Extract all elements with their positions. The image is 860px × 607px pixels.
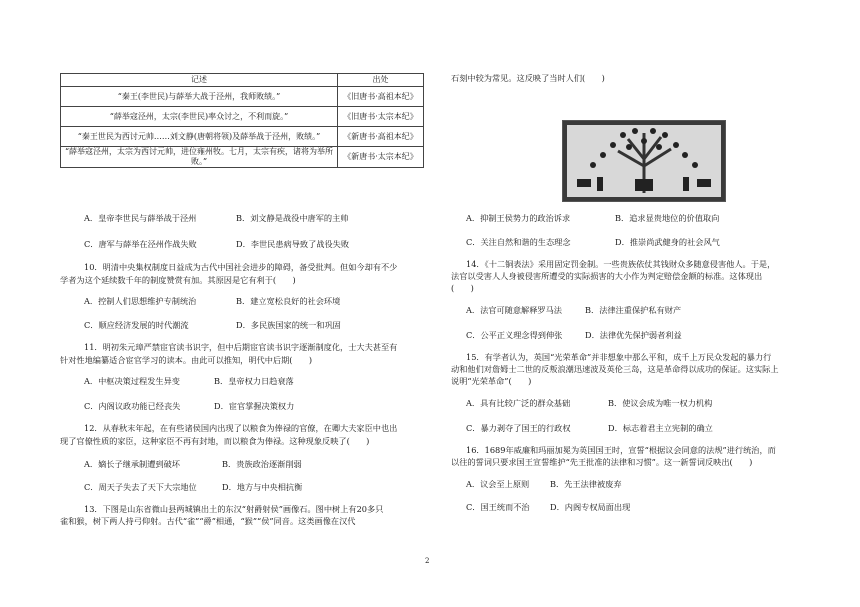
q16-stem-2: 以往的誓词只要求国王宣誓维护“先王批准的法律和习惯”。这一新誓词反映出( ) — [451, 457, 753, 467]
q15-stem-3: 说明“光荣革命”( ) — [451, 376, 532, 386]
q13-stem-2: 雀和猴，树下两人持弓仰射。古代“雀”“爵”相通，“猴”“侯”同音。这类画像在汉代 — [60, 516, 356, 526]
q13-stem-1: 13．下图是山东省微山县两城镇出土的东汉“射爵射侯”画像石。图中树上有20多只 — [84, 504, 384, 514]
q15-option-b: B．使议会成为唯一权力机构 — [608, 398, 713, 408]
row4-source: 《新唐书·太宗本纪》 — [338, 147, 424, 168]
q16-stem-1: 16．1689年威廉和玛丽加冕为英国国王时，宣誓“根据议会同意的法规”进行统治，而 — [466, 445, 776, 455]
q14-option-b: B．法律注重保护私有财产 — [585, 305, 682, 315]
q15-stem-1: 15．有学者认为，英国“光荣革命”并非想象中那么平和，成千上万民众发起的暴力行 — [466, 352, 772, 362]
q10-option-d: D．多民族国家的统一和巩固 — [236, 320, 341, 330]
q12-option-a: A．嫡长子继承制遭到破坏 — [84, 459, 180, 469]
q15-option-a: A．具有比较广泛的群众基础 — [466, 398, 571, 408]
header-record: 记述 — [61, 74, 338, 87]
row2-source: 《旧唐书·太宗本纪》 — [338, 107, 424, 127]
q10-option-c: C．顺应经济发展的时代潮流 — [84, 320, 189, 330]
q12-stem-2: 现了官僚性质的家臣，这种家臣不再有封地，而以粮食为俸禄。这种现象反映了( ) — [60, 436, 370, 446]
q14-stem-2: 法官以受害人人身被侵害所遭受的实际损害的大小作为判定赔偿金额的标准。这体现出 — [451, 271, 763, 281]
row1-record: “秦王(李世民)与薛举大战于泾州，我师败绩。” — [61, 87, 338, 107]
q11-stem-2: 针对性地编纂适合宦官学习的读本。由此可以推知，明代中后期( ) — [60, 355, 313, 365]
q12-option-d: D．地方与中央相抗衡 — [222, 482, 303, 492]
q14-option-d: D．法律优先保护弱者利益 — [585, 330, 682, 340]
row3-source: 《新唐书·高祖本纪》 — [338, 127, 424, 147]
stone-relief-image — [562, 120, 726, 202]
row2-record: “薛举寇泾州，太宗(李世民)率众讨之，不利而旋。” — [61, 107, 338, 127]
row3-record: “秦王世民为西讨元帅……刘文静(唐朝将领)及薛举战于泾州，败绩。” — [61, 127, 338, 147]
tree-archers-relief-icon — [563, 121, 725, 201]
header-source: 出处 — [338, 74, 424, 87]
q11-option-c: C．内阁议政功能已经丧失 — [84, 401, 181, 411]
row1-source: 《旧唐书·高祖本纪》 — [338, 87, 424, 107]
q11-stem-1: 11．明初朱元璋严禁宦官读书识字，但中后期宦官读书识字逐渐制度化，士大夫甚至有 — [84, 342, 398, 352]
q10-stem-1: 10．明清中央集权制度日益成为古代中国社会进步的障碍，备受批判。但如今却有不少 — [84, 262, 398, 272]
q13-stem-3: 石刻中较为常见。这反映了当时人们( ) — [451, 73, 605, 83]
q10-stem-2: 学者为这个延续数千年的制度赞赏有加。其原因是它有利于( ) — [60, 275, 296, 285]
q15-option-c: C．暴力剥夺了国王的行政权 — [466, 423, 571, 433]
q13-option-c: C．关注自然和谐的生态理念 — [466, 237, 571, 247]
q13-option-a: A．抑制王侯势力的政治诉求 — [466, 213, 571, 223]
q16-option-d: D．内阁专权局面出现 — [550, 502, 631, 512]
q15-option-d: D．标志着君主立宪制的确立 — [608, 423, 713, 433]
q11-option-b: B．皇帝权力日趋衰落 — [214, 376, 294, 386]
page-number: 2 — [425, 557, 430, 565]
q16-option-c: C．国王统而不治 — [466, 502, 530, 512]
q12-option-c: C．周天子失去了天下大宗地位 — [84, 482, 197, 492]
q11-option-a: A．中枢决策过程发生异变 — [84, 376, 180, 386]
q14-stem-1: 14．《十二铜表法》采用固定罚金制。一些贵族依仗其钱财众多随意侵害他人。于是， — [466, 259, 776, 269]
q9-option-a: A．皇帝李世民与薛举战于泾州 — [84, 213, 197, 223]
q14-option-a: A．法官可随意解释罗马法 — [466, 305, 562, 315]
q10-option-a: A．控制人们思想维护专制统治 — [84, 296, 197, 306]
q16-option-a: A．议会至上原则 — [466, 479, 530, 489]
q9-option-d: D．李世民患病导致了战役失败 — [236, 239, 350, 249]
source-table — [60, 73, 424, 168]
q12-stem-1: 12．从春秋末年起，在有些诸侯国内出现了以粮食为俸禄的官僚，在卿大夫家臣中也出 — [84, 423, 398, 433]
row4-record: “薛举寇泾州，太宗为西讨元帅，进位雍州牧。七月，太宗有疾，诸将为举所败。” — [61, 147, 338, 168]
q10-option-b: B．建立宽松良好的社会环境 — [236, 296, 341, 306]
q15-stem-2: 动和他们对詹姆士二世的反叛浪潮迅速波及英伦三岛，这是革命得以成功的保证。这实际上 — [451, 364, 779, 374]
q12-option-b: B．贵族政治逐渐削弱 — [222, 459, 302, 469]
q13-option-d: D．推崇尚武健身的社会风气 — [615, 237, 720, 247]
q11-option-d: D．宦官掌握决策权力 — [214, 401, 295, 411]
q14-option-c: C．公平正义理念得到伸张 — [466, 330, 563, 340]
q16-option-b: B．先王法律被废弃 — [550, 479, 622, 489]
q9-option-b: B．刘文静是战役中唐军的主帅 — [236, 213, 349, 223]
q13-option-b: B．追求显贵地位的价值取向 — [615, 213, 720, 223]
q9-option-c: C．唐军与薛举在泾州作战失败 — [84, 239, 197, 249]
q14-stem-3: ( ) — [451, 283, 474, 293]
